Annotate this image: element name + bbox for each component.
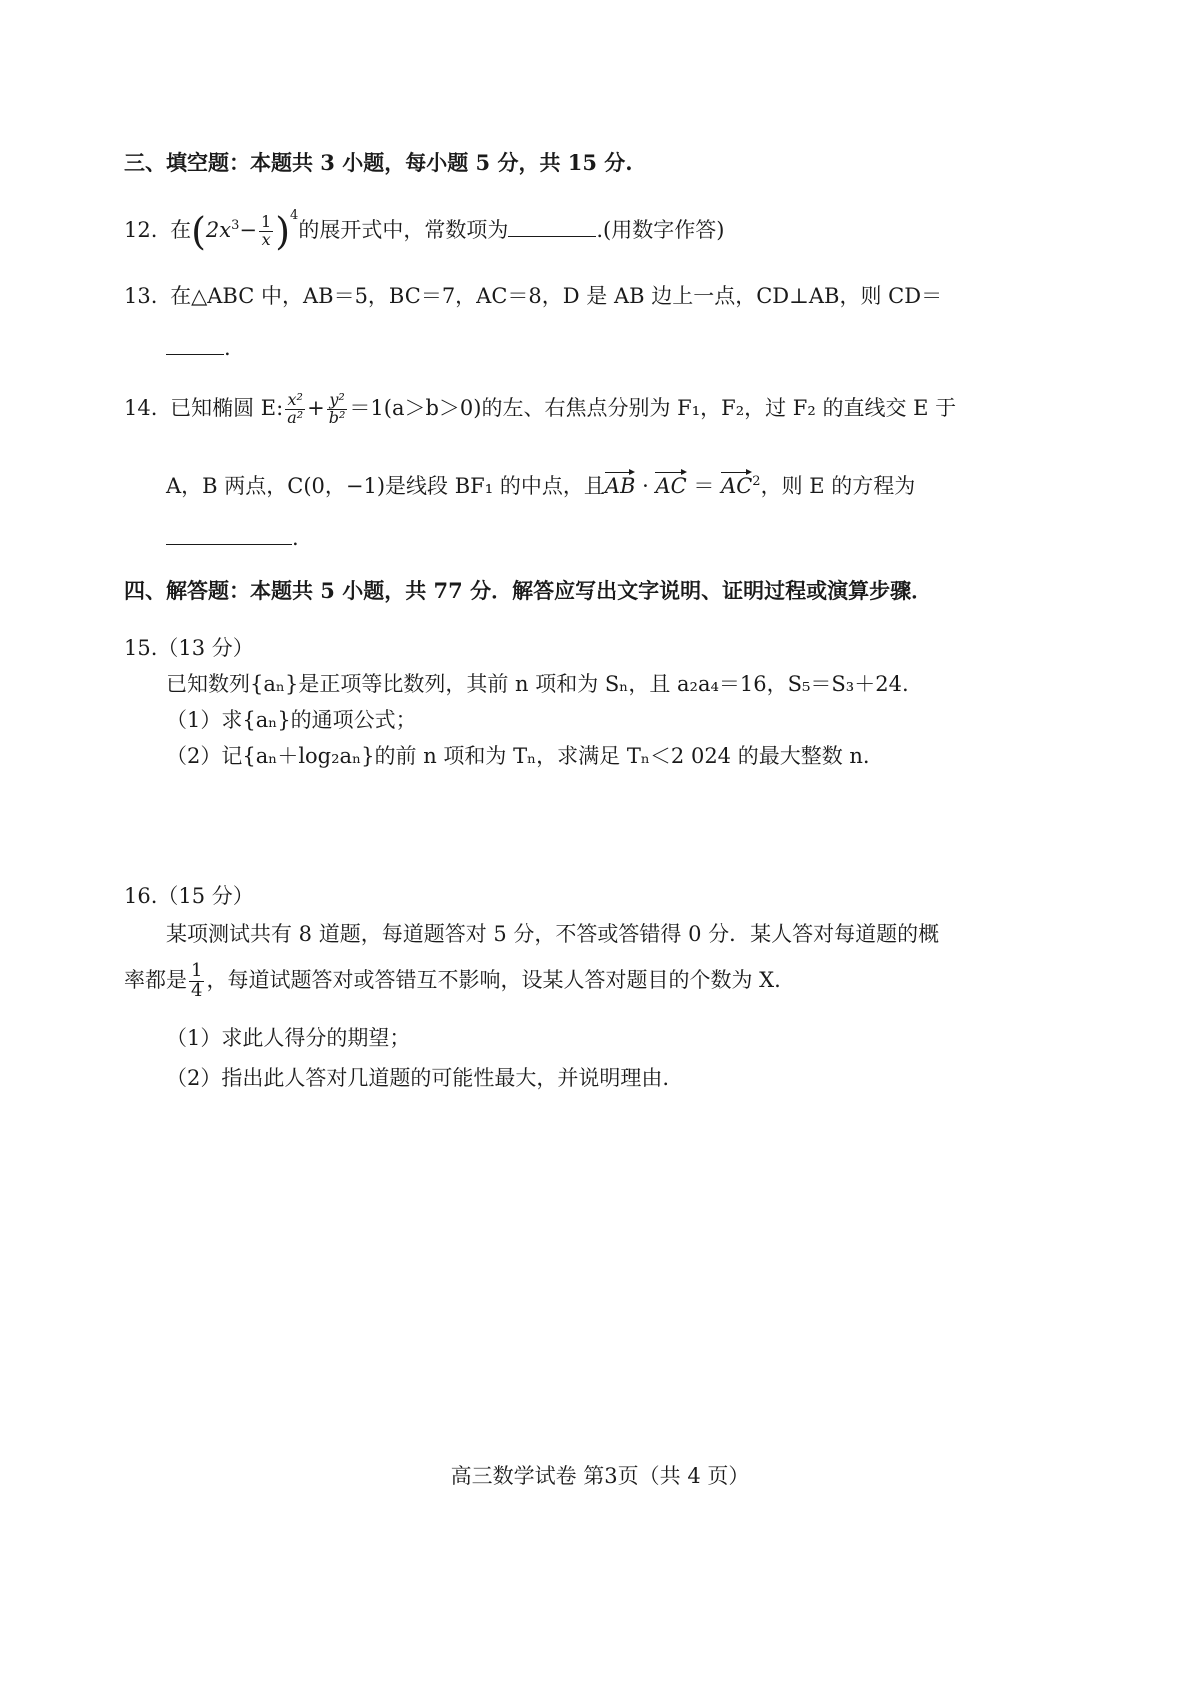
question-16-stem-2: 率都是 $\frac{1}{4}$ ，每道试题答对或答错互不影响，设某人答对题目的个数为 X.: [124, 960, 781, 1001]
question-13: 13. 在△ABC 中，AB＝5，BC＝7，AC＝8，D 是 AB 边上一点，CD⊥AB，则 CD＝: [124, 284, 943, 308]
vector-ab: AB: [604, 474, 636, 498]
question-number: 13.: [124, 284, 158, 308]
section-4-heading: 四、解答题：本题共 5 小题，共 77 分．解答应写出文字说明、证明过程或演算步骤．: [124, 578, 933, 603]
question-14-line-2: A，B 两点，C(0，−1)是线段 BF₁ 的中点，且AB · AC ＝ $AC^2$，则 E 的方程为: [166, 474, 916, 498]
question-16-part-1: （1）求此人得分的期望；: [166, 1026, 411, 1050]
section-3-heading: 三、填空题：本题共 3 小题，每小题 5 分，共 15 分.: [124, 150, 633, 175]
question-16-stem-1: 某项测试共有 8 道题，每道题答对 5 分，不答或答错得 0 分．某人答对每道题的概: [166, 922, 940, 946]
question-16-number: 16.（15 分）: [124, 884, 254, 908]
answer-blank: [508, 236, 596, 237]
fraction-x: $\frac{\text{x²}}{\text{a²}}$: [287, 390, 304, 427]
paren-open: (: [191, 209, 206, 254]
question-number: 12.: [124, 218, 158, 242]
vector-ac: AC: [655, 474, 687, 498]
question-15-part-1: （1）求{aₙ}的通项公式；: [166, 708, 417, 732]
question-15-part-2: （2）记{aₙ＋log₂aₙ}的前 n 项和为 Tₙ，求满足 Tₙ＜2 024 的最大整数 n.: [166, 744, 870, 768]
question-12: 12. 在($2x^3-$ $\frac{1}{x}$ )$^4$的展开式中，常数项为 .(用数字作答): [124, 208, 725, 254]
answer-blank: [166, 354, 224, 355]
question-number: 14.: [124, 395, 158, 420]
answer-blank: [166, 544, 292, 545]
page-footer: 高三数学试卷 第3页（共 4 页）: [450, 1464, 750, 1488]
question-13-blank-line: .: [166, 336, 231, 361]
fraction-y: $\frac{\text{y²}}{\text{b²}}$: [328, 390, 346, 427]
paren-close: ): [275, 209, 291, 254]
fraction-one-quarter: $\frac{1}{4}$: [191, 960, 203, 1001]
vector-ac-squared: AC: [721, 474, 753, 498]
fraction: $\frac{1}{x}$: [261, 212, 272, 249]
question-15-stem: 已知数列{aₙ}是正项等比数列，其前 n 项和为 Sₙ，且 a₂a₄＝16，S₅＝S₃＋24.: [166, 672, 909, 696]
question-14: 14. 已知椭圆 E: $\frac{\text{x²}}{\text{a²}}$ + $\frac{\text{y²}}{\text{b²}}$ ＝1(a＞b＞0)的左、右焦点分别为 F₁，F₂，过 F₂ 的直线交 E 于: [124, 390, 957, 427]
question-16-part-2: （2）指出此人答对几道题的可能性最大，并说明理由.: [166, 1066, 670, 1090]
question-15-number: 15.（13 分）: [124, 636, 254, 660]
question-14-blank-line: .: [166, 526, 299, 551]
